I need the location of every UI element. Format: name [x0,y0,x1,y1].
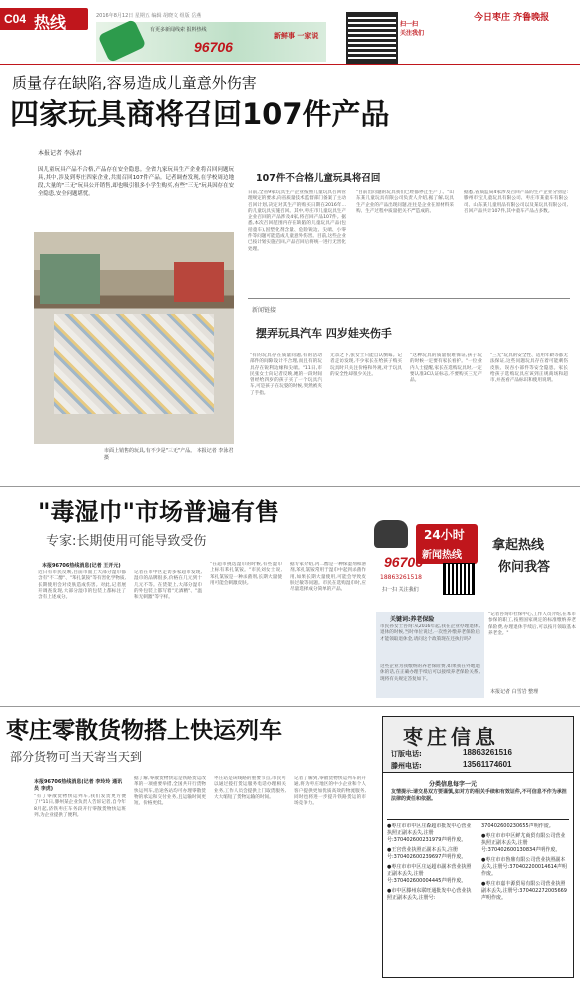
section-divider-2 [0,706,580,707]
box-col-1: "有的玩具存在质量问题,有的活动部件的间隙设计不合理,而且有的玩具存在锐利边缘和尖端。"11日,市民张女士向记者反映,她的一段时间曾经给四岁的孩子买了一个玩具汽车,可是孩子在玩耍的时候,突然被夹了手指。 [250,353,322,396]
article-subtitle: 专家:长期使用可能导致受伤 [46,534,207,549]
subhead: 107件不合格儿童玩具将召回 [256,173,381,184]
notice-title: 分类信息每字一元 [429,781,478,788]
classified-col-right [481,823,569,973]
hotline-phone: 96706 [384,554,423,570]
box-col-4: "三无"玩具的安全性、适用年龄等都无法保证,这些问题玩具存在着可能刺伤皮肤、误吞小部件等安全隐患。家长给孩子选购玩具应该到正规商场和超市,并查看产品标识和使用说明。 [490,353,568,384]
body-col-3: "在超市挑选湿巾的时候,有些湿巾上标有苯扎氯铵。"市民刘女士说,苯扎氯铵是一种杀菌剂,长期大量使用可能会刺激皮肤。 [210,562,282,586]
classified-item: ●枣庄市嘉丰源贸易有限公司营业执照副本丢失,注册号:370402272005669声明作废。 [481,881,567,901]
label-1: 订版电话: [391,750,422,758]
article-byline: 本报记者 李泳君 [38,150,82,157]
box-title: 摆弄玩具汽车 四岁娃夹伤手 [256,327,392,340]
hotline-phone-alt: 18863261518 [380,574,422,581]
article-byline: 本报96706热线消息(记者 李玲玲 通讯员 李虎) [34,779,123,792]
ad-mid-text: 有更多新闻线索 报料热线 [150,27,207,33]
article-byline: 本报96706热线消息(记者 王开元) [42,563,121,569]
body-col-2: 据了解,零散货物快运是铁路货运改革的一项重要举措,全国共开行货物快运列车,沿途各站均可办理零散货物的承运和交付业务,且运输时间更短、价格更低。 [134,776,206,807]
article-photo [34,232,234,444]
body-col-2: 记者在市中区走访多家超市发现,湿巾的品牌很多,价格在几元到十几元不等。在货架上,大部分湿巾的外包装上都写着"无酒精"、"温和无刺激"等字样。 [134,570,202,601]
body-col-1: "有了零散货物快运列车,我们发货更方便了!"11日,滕州某企业负责人告诉记者,自今年8月起,济铁枣庄车务段开行零散货物快运班列,为企业提供了便利。 [34,794,126,818]
qr-code-icon [444,564,474,594]
masthead [0,0,580,64]
classified-item: ●枣庄市市中区鲜尤商贸有限公司营业执照正副本丢失,注册号:370402600130834声明作废。 [481,833,566,853]
badge-24h: 24小时 [424,528,465,542]
ad-phone: 96706 [194,39,233,55]
tagline-1: 拿起热线 [492,538,545,553]
classified-title: 枣庄信息 [403,725,499,749]
qa-right-text: "记者咨询市社保中心,工作人员介绍,在本市参保的职工,按照国家规定的标准缴纳养老保险费,办理退休手续后,可以按月领取基本养老金。" [488,612,576,636]
article-lead: 因儿童玩具产品不合格,产品存在安全隐患。全省九家玩具生产企业将召回问题玩具,其中,涉及到枣庄四家企业,共需召回107件产品。记者调查发现,在学校周边地段,大量的"三无"玩具公开销售,却也吸引很多小学生购买,有些"三无"玩具因存在安全隐患,安全问题堪忧。 [38,167,234,197]
box-col-2: 无奈之下,张女士只能自认倒霉。记者走访发现,不少家长在给孩子购买玩具时只关注价格和外观,对于玩具的安全性却很少关注。 [330,353,402,377]
ad-slogan: 新鲜事 一家说 [274,32,319,40]
ad-qr-caption: 扫一扫 关注我们 [400,21,425,37]
classified-item: 370402600230655声明作废。 [481,823,554,829]
body-col-3: 据悉,省质监局4家涉及召回产品的生产企业分别是:滕州市宝儿童玩具有限公司、枣庄市某童车有限公司、山东某儿童用品有限公司以及某玩具有限公司,召回产品共计107件,其中童车产品占多数。 [464,190,568,214]
body-col-1: 近日有市民反映,目前市面上大部分湿巾都含有"不二醇"、"苯扎氯铵"等有害化学物质,长期使用会对皮肤造成伤害。对此,记者展开调查发现,大部分湿巾的包装上都标注了含有上述成分。 [38,570,126,601]
phone-illustration [98,19,147,63]
box-label: 新闻链接 [252,307,277,314]
classified-header [383,717,573,773]
tagline-2: 你问我答 [498,560,551,575]
masthead-ad [96,22,326,62]
article-kicker: 质量存在缺陷,容易造成儿童意外伤害 [12,74,257,92]
qa-box [376,612,484,698]
qr-code-icon [348,14,396,62]
article-title: 四家玩具商将召回107件产品 [10,97,390,131]
classified-item: ●枣庄市市中区庄运超市副本营业执照正副本丢失,注册号:370402600004445声明作废。 [387,864,472,884]
article-title: 枣庄零散货物搭上快运列车 [6,718,282,744]
label-2: 滕州电话: [391,762,422,770]
classified-col-left [387,823,475,973]
section-divider-1 [0,486,580,487]
date-line: 2016年8月12日 星期五 编辑 胡晓文 组版 岳燕 [96,13,202,19]
classified-item: ●王宫营业执照正副本丢失,注册号:370402600239697声明作废。 [387,847,467,860]
body-col-3: 枣庄站是该线路的重要节点,市民可以通过拨打货运服务电话办理相关业务,工作人员会提供上门取货服务,大大缩短了货物运输的时间。 [214,776,286,800]
page-number: C04 [4,12,27,26]
classified-ads [382,716,574,978]
qr-caption: 扫一扫 关注我们 [382,587,419,593]
news-link-box [248,298,570,478]
photo-caption: 市面上销售的玩具,有不少是"三无"产品。 本报记者 李泳君 摄 [104,448,234,461]
paper-name: 今日枣庄 齐鲁晚报 [474,13,550,23]
notice-rule [387,819,569,820]
article-title: "毒湿巾"市场普遍有售 [38,498,280,526]
body-col-4: 记者了解到,零散货物快运列车的开通,将为枣庄地区的中小企业和个人客户提供更加优质高效的物流服务,同时也将进一步提升铁路货运的市场竞争力。 [294,776,366,807]
article-toy-recall [0,66,580,484]
hotline-badge [416,524,478,564]
box-col-3: "这种玩具的质量很难保证,孩子玩的时候一定要有家长看护。"一位业内人士提醒,家长在选购玩具时,一定要认准3C认证标志,不要购买三无产品。 [410,353,482,384]
classified-item: ●枣庄市市中区庄森超市批发中心营业执照正副本丢失,注册号:370402600231979声明作废。 [387,823,472,843]
hotline-panel [374,520,580,700]
phone-2: 13561174601 [463,760,512,769]
qa-question: 市民孙女士咨询:从2016年起,我在企业办理退休,退休的时候,当时单位说过,一次性补缴养老保险后才能领取退休金,请问这个政策现在还执行吗? [380,624,480,642]
badge-sub: 新闻热线 [422,550,462,561]
body-col-4: 据专家介绍,丙二醇是一种保湿剂和溶剂,苯扎氯铵常用于湿巾中起到杀菌作用,如果长期大量使用,可能会导致皮肤过敏等问题。市民在选购湿巾时,应尽量选择成分简单的产品。 [290,562,366,593]
body-col-2: "目前出问题的玩具我们已经都停止生产了。"山东某儿童玩具有限公司负责人介绍,据了解,玩具生产企业的产品出现问题,往往是企业在原材料采购、生产过程中质量把关不严造成的。 [356,190,454,214]
masthead-rule [0,64,580,65]
qa-signoff: 本报记者 白雪岩 整理 [490,689,539,695]
classified-item: ●枣庄市市鲁鼎有限公司营业执照副本丢失,注册号:370402200014614声明作废。 [481,857,567,877]
phone-1: 18863261516 [463,748,512,757]
body-col-1: 日前,全省9家玩具生产企业按照儿童玩具召回管理规定的要求,向省质量技术监督部门备案了主动召回计划,决定对其生产的购买日期在2016年...的儿童玩具实施召回。其中,枣庄市儿童玩具生产企业召回的产品涉及4家,将召回产品107件。据悉,本次召回范围内存在缺陷的儿童玩具产品(包括童车),因塑化剂含量、危险锐边、尖端、小零件等问题可能造成儿童意外伤害。目前,这些企业已按计划实施召回,产品召回后将统一进行无害化处理。 [248,190,346,252]
article-wipes [0,488,370,700]
notice-body: 友情提示:请交易双方要谨慎,如对方的相关手续和有效证件,不可信息不作为承担法律的责任和依据。 [391,789,567,802]
qa-title: 关键词:养老保险 [390,616,435,623]
classified-item: ●市中区滕州东联旺通批发中心营业执照正副本丢失,注册号: [387,888,472,901]
qa-answer: 这些企业为我缴纳的养老保险费,如果我在外地退休的话,在正确办理手续后可以接续养老保险关系,现将有关规定答复如下。 [380,664,480,682]
section-name: 热线 [34,13,67,32]
telephone-icon [374,520,408,548]
article-subtitle: 部分货物可当天寄当天到 [10,750,143,764]
article-freight [0,708,370,981]
